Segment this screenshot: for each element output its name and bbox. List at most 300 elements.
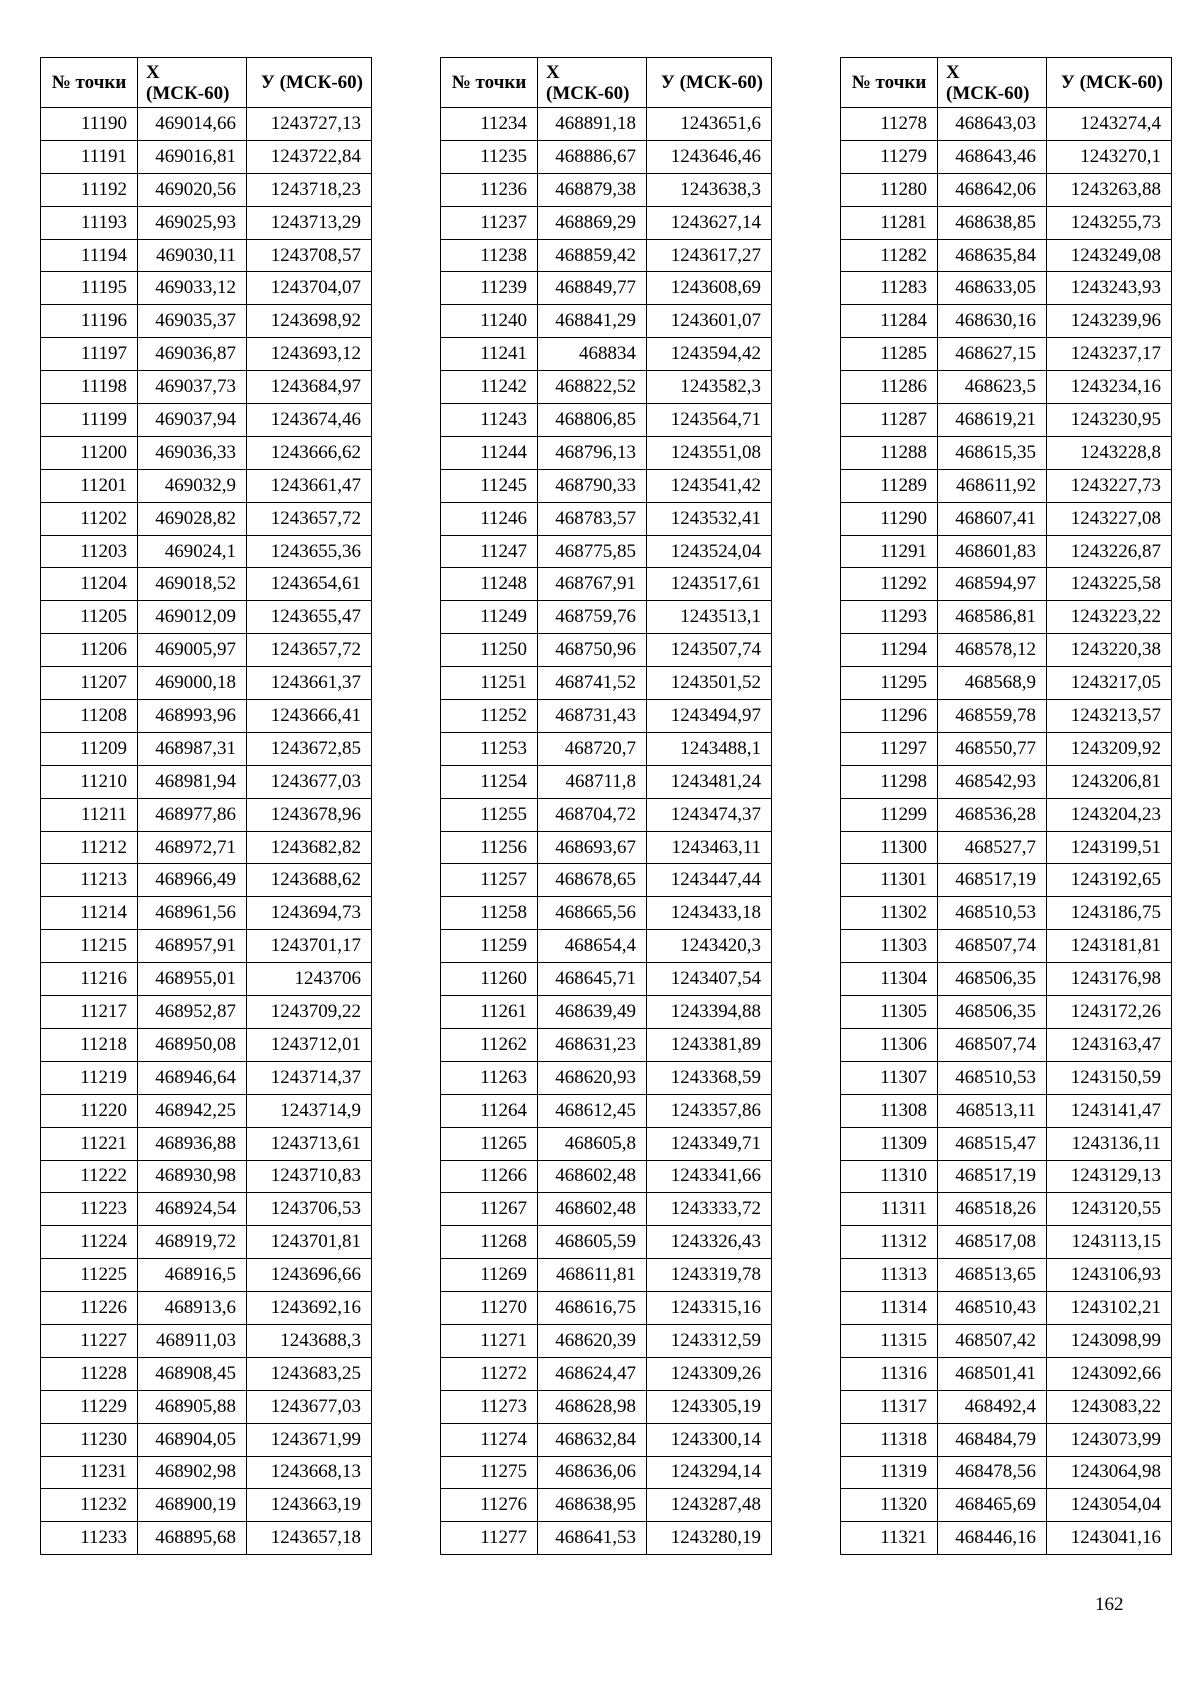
table-row xyxy=(841,1489,1172,1522)
y-coordinate-cell: 1243688,3 xyxy=(247,1324,372,1357)
table-row xyxy=(41,272,372,305)
table-row xyxy=(41,996,372,1029)
table-row xyxy=(441,996,772,1029)
x-coordinate-cell: 468517,19 xyxy=(938,1160,1047,1193)
y-coordinate-cell: 1243129,13 xyxy=(1047,1160,1172,1193)
coordinates-table-3 xyxy=(840,57,1172,1555)
table-row xyxy=(841,634,1172,667)
point-number-cell: 11281 xyxy=(841,206,938,239)
y-coordinate-cell: 1243601,07 xyxy=(647,305,772,338)
y-coordinate-cell: 1243433,18 xyxy=(647,897,772,930)
point-number-cell: 11267 xyxy=(441,1193,538,1226)
x-coordinate-cell: 468750,96 xyxy=(538,634,647,667)
point-number-cell: 11192 xyxy=(41,173,138,206)
point-number-cell: 11204 xyxy=(41,568,138,601)
y-coordinate-cell: 1243227,73 xyxy=(1047,469,1172,502)
x-coordinate-cell: 468536,28 xyxy=(938,798,1047,831)
y-coordinate-cell: 1243239,96 xyxy=(1047,305,1172,338)
y-coordinate-cell: 1243646,46 xyxy=(647,140,772,173)
point-number-cell: 11242 xyxy=(441,371,538,404)
point-number-cell: 11266 xyxy=(441,1160,538,1193)
y-coordinate-cell: 1243677,03 xyxy=(247,1390,372,1423)
table-row xyxy=(841,502,1172,535)
x-coordinate-cell: 469025,93 xyxy=(138,206,247,239)
x-coordinate-cell: 468665,56 xyxy=(538,897,647,930)
table-row xyxy=(41,930,372,963)
table-row xyxy=(41,140,372,173)
x-coordinate-cell: 468507,74 xyxy=(938,930,1047,963)
point-number-cell: 11294 xyxy=(841,634,938,667)
point-number-cell: 11297 xyxy=(841,732,938,765)
table-row xyxy=(41,1094,372,1127)
point-number-cell: 11230 xyxy=(41,1423,138,1456)
x-coordinate-cell: 468639,49 xyxy=(538,996,647,1029)
table-row xyxy=(41,1193,372,1226)
y-coordinate-cell: 1243666,41 xyxy=(247,700,372,733)
table-header-row xyxy=(841,58,1172,108)
x-coordinate-cell: 469005,97 xyxy=(138,634,247,667)
point-number-cell: 11312 xyxy=(841,1226,938,1259)
y-coordinate-cell: 1243696,66 xyxy=(247,1259,372,1292)
y-coordinate-cell: 1243223,22 xyxy=(1047,601,1172,634)
y-coordinate-cell: 1243228,8 xyxy=(1047,436,1172,469)
point-number-cell: 11215 xyxy=(41,930,138,963)
y-coordinate-cell: 1243507,74 xyxy=(647,634,772,667)
x-coordinate-cell: 468602,48 xyxy=(538,1193,647,1226)
table-row xyxy=(841,1522,1172,1555)
x-coordinate-cell: 468711,8 xyxy=(538,765,647,798)
point-number-cell: 11190 xyxy=(41,108,138,141)
y-coordinate-cell: 1243524,04 xyxy=(647,535,772,568)
table-row xyxy=(41,700,372,733)
x-coordinate-cell: 468527,7 xyxy=(938,831,1047,864)
point-number-cell: 11228 xyxy=(41,1357,138,1390)
table-row xyxy=(41,173,372,206)
x-coordinate-cell: 469018,52 xyxy=(138,568,247,601)
x-coordinate-cell: 468542,93 xyxy=(938,765,1047,798)
y-coordinate-cell: 1243481,24 xyxy=(647,765,772,798)
y-coordinate-cell: 1243704,07 xyxy=(247,272,372,305)
point-number-cell: 11255 xyxy=(441,798,538,831)
y-coordinate-cell: 1243694,73 xyxy=(247,897,372,930)
y-coordinate-cell: 1243714,37 xyxy=(247,1061,372,1094)
table-row xyxy=(841,469,1172,502)
x-coordinate-cell: 468759,76 xyxy=(538,601,647,634)
table-row xyxy=(441,732,772,765)
y-coordinate-cell: 1243708,57 xyxy=(247,239,372,272)
x-coordinate-cell: 468594,97 xyxy=(938,568,1047,601)
header-point-number: № точки xyxy=(41,58,138,108)
point-number-cell: 11256 xyxy=(441,831,538,864)
table-row xyxy=(841,338,1172,371)
x-coordinate-cell: 468638,95 xyxy=(538,1489,647,1522)
x-coordinate-cell: 468578,12 xyxy=(938,634,1047,667)
x-coordinate-cell: 468993,96 xyxy=(138,700,247,733)
x-coordinate-cell: 468859,42 xyxy=(538,239,647,272)
y-coordinate-cell: 1243315,16 xyxy=(647,1292,772,1325)
table-header-row xyxy=(41,58,372,108)
y-coordinate-cell: 1243655,36 xyxy=(247,535,372,568)
table-row xyxy=(441,239,772,272)
table-row xyxy=(41,535,372,568)
x-coordinate-cell: 469037,94 xyxy=(138,404,247,437)
point-number-cell: 11208 xyxy=(41,700,138,733)
point-number-cell: 11300 xyxy=(841,831,938,864)
x-coordinate-cell: 468510,53 xyxy=(938,1061,1047,1094)
y-coordinate-cell: 1243714,9 xyxy=(247,1094,372,1127)
point-number-cell: 11303 xyxy=(841,930,938,963)
y-coordinate-cell: 1243192,65 xyxy=(1047,864,1172,897)
table-row xyxy=(841,930,1172,963)
table-row xyxy=(841,371,1172,404)
x-coordinate-cell: 468849,77 xyxy=(538,272,647,305)
table-row xyxy=(841,568,1172,601)
x-coordinate-cell: 468919,72 xyxy=(138,1226,247,1259)
y-coordinate-cell: 1243287,48 xyxy=(647,1489,772,1522)
table-row xyxy=(441,897,772,930)
header-y-coordinate: У (МСК-60) xyxy=(1047,58,1172,108)
x-coordinate-cell: 468977,86 xyxy=(138,798,247,831)
point-number-cell: 11298 xyxy=(841,765,938,798)
y-coordinate-cell: 1243357,86 xyxy=(647,1094,772,1127)
table-row xyxy=(441,798,772,831)
point-number-cell: 11286 xyxy=(841,371,938,404)
table-row xyxy=(41,1061,372,1094)
table-row xyxy=(841,404,1172,437)
table-row xyxy=(841,667,1172,700)
table-row xyxy=(841,798,1172,831)
y-coordinate-cell: 1243333,72 xyxy=(647,1193,772,1226)
x-coordinate-cell: 469024,1 xyxy=(138,535,247,568)
point-number-cell: 11315 xyxy=(841,1324,938,1357)
table-row xyxy=(41,502,372,535)
table-row xyxy=(841,206,1172,239)
table-row xyxy=(41,601,372,634)
x-coordinate-cell: 468796,13 xyxy=(538,436,647,469)
point-number-cell: 11244 xyxy=(441,436,538,469)
y-coordinate-cell: 1243701,81 xyxy=(247,1226,372,1259)
table-row xyxy=(841,1423,1172,1456)
x-coordinate-cell: 469014,66 xyxy=(138,108,247,141)
y-coordinate-cell: 1243706,53 xyxy=(247,1193,372,1226)
table-row xyxy=(441,1324,772,1357)
y-coordinate-cell: 1243712,01 xyxy=(247,1028,372,1061)
table-row xyxy=(841,864,1172,897)
x-coordinate-cell: 468506,35 xyxy=(938,996,1047,1029)
table-row xyxy=(441,469,772,502)
y-coordinate-cell: 1243368,59 xyxy=(647,1061,772,1094)
x-coordinate-cell: 468981,94 xyxy=(138,765,247,798)
table-row xyxy=(441,1390,772,1423)
point-number-cell: 11225 xyxy=(41,1259,138,1292)
x-coordinate-cell: 468645,71 xyxy=(538,963,647,996)
y-coordinate-cell: 1243255,73 xyxy=(1047,206,1172,239)
y-coordinate-cell: 1243163,47 xyxy=(1047,1028,1172,1061)
x-coordinate-cell: 468891,18 xyxy=(538,108,647,141)
y-coordinate-cell: 1243064,98 xyxy=(1047,1456,1172,1489)
y-coordinate-cell: 1243199,51 xyxy=(1047,831,1172,864)
x-coordinate-cell: 468966,49 xyxy=(138,864,247,897)
table-row xyxy=(841,963,1172,996)
y-coordinate-cell: 1243186,75 xyxy=(1047,897,1172,930)
point-number-cell: 11196 xyxy=(41,305,138,338)
y-coordinate-cell: 1243661,47 xyxy=(247,469,372,502)
x-coordinate-cell: 469012,09 xyxy=(138,601,247,634)
point-number-cell: 11199 xyxy=(41,404,138,437)
point-number-cell: 11278 xyxy=(841,108,938,141)
point-number-cell: 11194 xyxy=(41,239,138,272)
point-number-cell: 11213 xyxy=(41,864,138,897)
x-coordinate-cell: 468955,01 xyxy=(138,963,247,996)
table-row xyxy=(41,1226,372,1259)
x-coordinate-cell: 468605,59 xyxy=(538,1226,647,1259)
point-number-cell: 11279 xyxy=(841,140,938,173)
y-coordinate-cell: 1243120,55 xyxy=(1047,1193,1172,1226)
point-number-cell: 11283 xyxy=(841,272,938,305)
y-coordinate-cell: 1243661,37 xyxy=(247,667,372,700)
y-coordinate-cell: 1243463,11 xyxy=(647,831,772,864)
x-coordinate-cell: 468605,8 xyxy=(538,1127,647,1160)
table-row xyxy=(41,1522,372,1555)
table-row xyxy=(441,1489,772,1522)
point-number-cell: 11250 xyxy=(441,634,538,667)
point-number-cell: 11280 xyxy=(841,173,938,206)
point-number-cell: 11193 xyxy=(41,206,138,239)
y-coordinate-cell: 1243513,1 xyxy=(647,601,772,634)
y-coordinate-cell: 1243274,4 xyxy=(1047,108,1172,141)
table-row xyxy=(441,1423,772,1456)
table-row xyxy=(841,897,1172,930)
x-coordinate-cell: 468900,19 xyxy=(138,1489,247,1522)
table-row xyxy=(841,239,1172,272)
point-number-cell: 11221 xyxy=(41,1127,138,1160)
x-coordinate-cell: 468869,29 xyxy=(538,206,647,239)
table-row xyxy=(841,1226,1172,1259)
point-number-cell: 11270 xyxy=(441,1292,538,1325)
table-row xyxy=(41,1259,372,1292)
y-coordinate-cell: 1243551,08 xyxy=(647,436,772,469)
x-coordinate-cell: 469036,33 xyxy=(138,436,247,469)
table-row xyxy=(441,173,772,206)
y-coordinate-cell: 1243312,59 xyxy=(647,1324,772,1357)
y-coordinate-cell: 1243494,97 xyxy=(647,700,772,733)
table-row xyxy=(841,732,1172,765)
x-coordinate-cell: 468952,87 xyxy=(138,996,247,1029)
x-coordinate-cell: 468615,35 xyxy=(938,436,1047,469)
point-number-cell: 11233 xyxy=(41,1522,138,1555)
y-coordinate-cell: 1243688,62 xyxy=(247,864,372,897)
y-coordinate-cell: 1243263,88 xyxy=(1047,173,1172,206)
x-coordinate-cell: 468501,41 xyxy=(938,1357,1047,1390)
table-row xyxy=(841,1061,1172,1094)
x-coordinate-cell: 469020,56 xyxy=(138,173,247,206)
point-number-cell: 11258 xyxy=(441,897,538,930)
table-row xyxy=(841,1357,1172,1390)
x-coordinate-cell: 469037,73 xyxy=(138,371,247,404)
point-number-cell: 11317 xyxy=(841,1390,938,1423)
point-number-cell: 11238 xyxy=(441,239,538,272)
y-coordinate-cell: 1243270,1 xyxy=(1047,140,1172,173)
y-coordinate-cell: 1243678,96 xyxy=(247,798,372,831)
y-coordinate-cell: 1243113,15 xyxy=(1047,1226,1172,1259)
point-number-cell: 11222 xyxy=(41,1160,138,1193)
table-row xyxy=(441,963,772,996)
y-coordinate-cell: 1243150,59 xyxy=(1047,1061,1172,1094)
table-row xyxy=(41,1127,372,1160)
point-number-cell: 11310 xyxy=(841,1160,938,1193)
header-point-number: № точки xyxy=(841,58,938,108)
point-number-cell: 11262 xyxy=(441,1028,538,1061)
point-number-cell: 11220 xyxy=(41,1094,138,1127)
y-coordinate-cell: 1243710,83 xyxy=(247,1160,372,1193)
point-number-cell: 11203 xyxy=(41,535,138,568)
table-row xyxy=(841,831,1172,864)
x-coordinate-cell: 468478,56 xyxy=(938,1456,1047,1489)
point-number-cell: 11321 xyxy=(841,1522,938,1555)
y-coordinate-cell: 1243394,88 xyxy=(647,996,772,1029)
y-coordinate-cell: 1243627,14 xyxy=(647,206,772,239)
point-number-cell: 11240 xyxy=(441,305,538,338)
table-row xyxy=(841,1094,1172,1127)
table-row xyxy=(41,667,372,700)
table-row xyxy=(41,239,372,272)
table-row xyxy=(441,1292,772,1325)
point-number-cell: 11206 xyxy=(41,634,138,667)
y-coordinate-cell: 1243718,23 xyxy=(247,173,372,206)
x-coordinate-cell: 468643,03 xyxy=(938,108,1047,141)
table-row xyxy=(841,1193,1172,1226)
y-coordinate-cell: 1243220,38 xyxy=(1047,634,1172,667)
point-number-cell: 11295 xyxy=(841,667,938,700)
x-coordinate-cell: 469033,12 xyxy=(138,272,247,305)
x-coordinate-cell: 468775,85 xyxy=(538,535,647,568)
point-number-cell: 11245 xyxy=(441,469,538,502)
table-row xyxy=(41,732,372,765)
table-row xyxy=(41,1292,372,1325)
x-coordinate-cell: 468632,84 xyxy=(538,1423,647,1456)
coordinates-table-1 xyxy=(40,57,372,1555)
point-number-cell: 11284 xyxy=(841,305,938,338)
point-number-cell: 11301 xyxy=(841,864,938,897)
table-row xyxy=(441,1259,772,1292)
point-number-cell: 11232 xyxy=(41,1489,138,1522)
header-y-coordinate: У (МСК-60) xyxy=(647,58,772,108)
x-coordinate-cell: 468601,83 xyxy=(938,535,1047,568)
point-number-cell: 11296 xyxy=(841,700,938,733)
table-row xyxy=(41,831,372,864)
table-row xyxy=(441,140,772,173)
x-coordinate-cell: 468465,69 xyxy=(938,1489,1047,1522)
y-coordinate-cell: 1243420,3 xyxy=(647,930,772,963)
point-number-cell: 11205 xyxy=(41,601,138,634)
point-number-cell: 11274 xyxy=(441,1423,538,1456)
x-coordinate-cell: 468630,16 xyxy=(938,305,1047,338)
table-row xyxy=(441,634,772,667)
x-coordinate-cell: 468638,85 xyxy=(938,206,1047,239)
point-number-cell: 11306 xyxy=(841,1028,938,1061)
point-number-cell: 11223 xyxy=(41,1193,138,1226)
y-coordinate-cell: 1243683,25 xyxy=(247,1357,372,1390)
table-row xyxy=(441,1193,772,1226)
x-coordinate-cell: 468624,47 xyxy=(538,1357,647,1390)
point-number-cell: 11272 xyxy=(441,1357,538,1390)
table-row xyxy=(441,1456,772,1489)
point-number-cell: 11231 xyxy=(41,1456,138,1489)
point-number-cell: 11261 xyxy=(441,996,538,1029)
x-coordinate-cell: 468612,45 xyxy=(538,1094,647,1127)
x-coordinate-cell: 468911,03 xyxy=(138,1324,247,1357)
table-row xyxy=(841,1028,1172,1061)
table-row xyxy=(841,1456,1172,1489)
point-number-cell: 11259 xyxy=(441,930,538,963)
point-number-cell: 11198 xyxy=(41,371,138,404)
y-coordinate-cell: 1243230,95 xyxy=(1047,404,1172,437)
table-row xyxy=(441,667,772,700)
table-row xyxy=(841,173,1172,206)
y-coordinate-cell: 1243326,43 xyxy=(647,1226,772,1259)
y-coordinate-cell: 1243654,61 xyxy=(247,568,372,601)
point-number-cell: 11219 xyxy=(41,1061,138,1094)
x-coordinate-cell: 468790,33 xyxy=(538,469,647,502)
table-row xyxy=(841,1324,1172,1357)
x-coordinate-cell: 468886,67 xyxy=(538,140,647,173)
point-number-cell: 11319 xyxy=(841,1456,938,1489)
point-number-cell: 11276 xyxy=(441,1489,538,1522)
y-coordinate-cell: 1243226,87 xyxy=(1047,535,1172,568)
point-number-cell: 11292 xyxy=(841,568,938,601)
x-coordinate-cell: 468492,4 xyxy=(938,1390,1047,1423)
table-row xyxy=(441,272,772,305)
table-row xyxy=(41,338,372,371)
table-row xyxy=(441,1357,772,1390)
point-number-cell: 11305 xyxy=(841,996,938,1029)
point-number-cell: 11229 xyxy=(41,1390,138,1423)
y-coordinate-cell: 1243657,72 xyxy=(247,502,372,535)
table-row xyxy=(41,371,372,404)
x-coordinate-cell: 468924,54 xyxy=(138,1193,247,1226)
x-coordinate-cell: 468636,06 xyxy=(538,1456,647,1489)
table-row xyxy=(441,601,772,634)
point-number-cell: 11197 xyxy=(41,338,138,371)
x-coordinate-cell: 468620,39 xyxy=(538,1324,647,1357)
point-number-cell: 11260 xyxy=(441,963,538,996)
x-coordinate-cell: 468908,45 xyxy=(138,1357,247,1390)
table-row xyxy=(441,436,772,469)
x-coordinate-cell: 468913,6 xyxy=(138,1292,247,1325)
point-number-cell: 11254 xyxy=(441,765,538,798)
x-coordinate-cell: 469028,82 xyxy=(138,502,247,535)
y-coordinate-cell: 1243341,66 xyxy=(647,1160,772,1193)
point-number-cell: 11308 xyxy=(841,1094,938,1127)
x-coordinate-cell: 469032,9 xyxy=(138,469,247,502)
y-coordinate-cell: 1243692,16 xyxy=(247,1292,372,1325)
point-number-cell: 11271 xyxy=(441,1324,538,1357)
table-row xyxy=(441,1160,772,1193)
x-coordinate-cell: 468507,42 xyxy=(938,1324,1047,1357)
point-number-cell: 11290 xyxy=(841,502,938,535)
table-row xyxy=(841,765,1172,798)
y-coordinate-cell: 1243594,42 xyxy=(647,338,772,371)
x-coordinate-cell: 468678,65 xyxy=(538,864,647,897)
y-coordinate-cell: 1243092,66 xyxy=(1047,1357,1172,1390)
y-coordinate-cell: 1243677,03 xyxy=(247,765,372,798)
x-coordinate-cell: 468484,79 xyxy=(938,1423,1047,1456)
point-number-cell: 11277 xyxy=(441,1522,538,1555)
y-coordinate-cell: 1243488,1 xyxy=(647,732,772,765)
x-coordinate-cell: 468643,46 xyxy=(938,140,1047,173)
x-coordinate-cell: 468806,85 xyxy=(538,404,647,437)
x-coordinate-cell: 468517,19 xyxy=(938,864,1047,897)
